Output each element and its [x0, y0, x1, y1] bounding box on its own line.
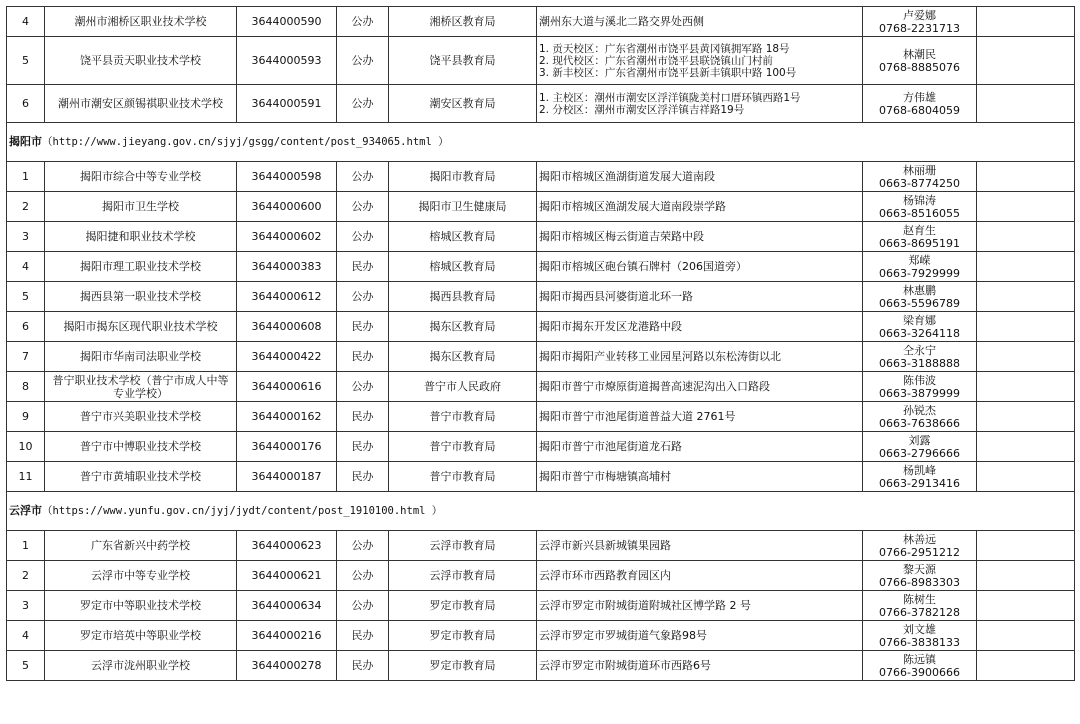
address-line: 2. 现代校区：广东省潮州市饶平县联饶镇山门村前 — [539, 54, 773, 67]
contact-cell — [863, 282, 977, 312]
empty-remark-cell — [977, 192, 1075, 222]
school-name-cell — [45, 432, 237, 462]
empty-remark-cell — [977, 621, 1075, 651]
school-code-cell: 3644000608 — [237, 312, 337, 342]
school-name-cell — [45, 402, 237, 432]
contact-phone: 0663-7638666 — [879, 416, 960, 430]
school-type-cell: 公办 — [337, 372, 389, 402]
school-name-line: 揭阳市揭东区现代职业技术学校 — [63, 320, 218, 333]
row-number-cell: 5 — [7, 37, 45, 85]
contact-name: 刘露 — [908, 433, 931, 447]
school-code-cell: 3644000593 — [237, 37, 337, 85]
empty-remark-cell — [977, 222, 1075, 252]
contact-cell — [863, 85, 977, 123]
row-number-cell: 1 — [7, 531, 45, 561]
contact-cell — [863, 372, 977, 402]
table-row — [7, 7, 1075, 37]
school-code-cell: 3644000612 — [237, 282, 337, 312]
contact-name: 陈树生 — [903, 592, 936, 606]
contact-cell — [863, 432, 977, 462]
contact-phone: 0663-8516055 — [879, 206, 960, 220]
contact-cell — [863, 651, 977, 681]
empty-remark-cell — [977, 462, 1075, 492]
address-cell — [537, 162, 863, 192]
school-type-cell: 公办 — [337, 85, 389, 123]
school-name-line: 广东省新兴中药学校 — [91, 539, 190, 552]
address-cell — [537, 192, 863, 222]
authority-cell: 罗定市教育局 — [389, 651, 537, 681]
section-header-cell — [7, 123, 1075, 162]
authority-cell: 云浮市教育局 — [389, 531, 537, 561]
address-cell — [537, 222, 863, 252]
row-number-cell: 5 — [7, 282, 45, 312]
empty-remark-cell — [977, 651, 1075, 681]
school-name-line: 饶平县贡天职业技术学校 — [80, 54, 201, 67]
school-name-line: 普宁职业技术学校（普宁市成人中等 — [52, 373, 229, 387]
school-name-line: 潮州市湘桥区职业技术学校 — [74, 15, 207, 28]
section-city-label: 云浮市 — [9, 504, 42, 517]
address-line: 揭阳市揭西县河婆街道北环一路 — [539, 290, 693, 303]
address-line: 揭阳市揭东开发区龙港路中段 — [539, 320, 682, 333]
school-type-cell: 公办 — [337, 162, 389, 192]
row-number-cell: 6 — [7, 312, 45, 342]
contact-cell — [863, 312, 977, 342]
school-name-cell — [45, 85, 237, 123]
school-type-cell: 公办 — [337, 591, 389, 621]
school-type-cell: 民办 — [337, 432, 389, 462]
table-row — [7, 85, 1075, 123]
contact-name: 梁育娜 — [903, 313, 936, 327]
address-cell — [537, 312, 863, 342]
school-name-line: 揭阳捷和职业技术学校 — [85, 230, 196, 243]
authority-cell: 普宁市教育局 — [389, 402, 537, 432]
authority-cell: 云浮市教育局 — [389, 561, 537, 591]
contact-phone: 0663-2913416 — [879, 476, 960, 490]
school-name-cell — [45, 192, 237, 222]
school-name-line: 潮州市潮安区颜锡祺职业技术学校 — [58, 97, 223, 110]
address-cell — [537, 85, 863, 123]
table-body — [7, 7, 1075, 681]
contact-phone: 0663-8695191 — [879, 236, 960, 250]
contact-name: 林潮民 — [903, 47, 936, 61]
address-cell — [537, 282, 863, 312]
address-cell — [537, 462, 863, 492]
school-name-cell — [45, 282, 237, 312]
contact-cell — [863, 37, 977, 85]
school-type-cell: 公办 — [337, 282, 389, 312]
table-row — [7, 342, 1075, 372]
school-name-line: 揭阳市卫生学校 — [102, 200, 179, 213]
address-cell — [537, 37, 863, 85]
contact-phone: 0766-2951212 — [879, 545, 960, 559]
address-line: 云浮市新兴县新城镇果园路 — [539, 539, 671, 552]
row-number-cell: 4 — [7, 621, 45, 651]
empty-remark-cell — [977, 402, 1075, 432]
contact-phone: 0663-2796666 — [879, 446, 960, 460]
authority-cell: 普宁市教育局 — [389, 432, 537, 462]
empty-remark-cell — [977, 252, 1075, 282]
address-line: 揭阳市普宁市池尾街道普益大道 2761号 — [539, 410, 736, 423]
school-name-cell — [45, 162, 237, 192]
row-number-cell: 2 — [7, 192, 45, 222]
address-line: 揭阳市揭阳产业转移工业园星河路以东松涛街以北 — [539, 350, 781, 363]
table-row — [7, 282, 1075, 312]
contact-phone: 0663-7929999 — [879, 266, 960, 280]
section-header-cell — [7, 492, 1075, 531]
address-line: 揭阳市榕城区渔湖发展大道南段崇学路 — [539, 200, 726, 213]
table-row — [7, 372, 1075, 402]
contact-name: 方伟雄 — [903, 90, 936, 104]
school-code-cell: 3644000591 — [237, 85, 337, 123]
section-header-row — [7, 123, 1075, 162]
address-cell — [537, 621, 863, 651]
address-line: 云浮市环市西路教育园区内 — [539, 569, 671, 582]
school-name-cell — [45, 531, 237, 561]
table-row — [7, 561, 1075, 591]
contact-name: 林惠鹏 — [903, 283, 936, 297]
school-name-line: 专业学校） — [113, 386, 168, 400]
school-name-line: 揭西县第一职业技术学校 — [80, 290, 201, 303]
school-type-cell: 民办 — [337, 651, 389, 681]
school-name-cell — [45, 621, 237, 651]
address-line: 揭阳市榕城区梅云街道吉荣路中段 — [539, 230, 704, 243]
authority-cell: 普宁市人民政府 — [389, 372, 537, 402]
empty-remark-cell — [977, 342, 1075, 372]
contact-phone: 0766-8983303 — [879, 575, 960, 589]
school-code-cell: 3644000598 — [237, 162, 337, 192]
row-number-cell: 2 — [7, 561, 45, 591]
address-line: 揭阳市普宁市燎原街道揭普高速泥沟出入口路段 — [539, 380, 770, 393]
school-name-cell — [45, 37, 237, 85]
contact-cell — [863, 561, 977, 591]
address-line: 揭阳市普宁市梅塘镇高埔村 — [539, 470, 671, 483]
authority-cell: 榕城区教育局 — [389, 222, 537, 252]
school-name-cell — [45, 372, 237, 402]
school-type-cell: 民办 — [337, 342, 389, 372]
school-list-table — [6, 6, 1075, 681]
contact-name: 陈伟波 — [903, 373, 936, 387]
authority-cell: 揭阳市教育局 — [389, 162, 537, 192]
table-row — [7, 252, 1075, 282]
school-name-cell — [45, 7, 237, 37]
table-row — [7, 432, 1075, 462]
school-code-cell: 3644000162 — [237, 402, 337, 432]
address-cell — [537, 402, 863, 432]
school-name-line: 云浮市泷州职业学校 — [91, 659, 190, 672]
row-number-cell: 9 — [7, 402, 45, 432]
school-name-line: 云浮市中等专业学校 — [91, 569, 190, 582]
address-cell — [537, 372, 863, 402]
contact-cell — [863, 462, 977, 492]
row-number-cell: 3 — [7, 591, 45, 621]
school-name-line: 揭阳市综合中等专业学校 — [80, 170, 201, 183]
table-row — [7, 621, 1075, 651]
empty-remark-cell — [977, 85, 1075, 123]
address-cell — [537, 531, 863, 561]
school-code-cell: 3644000600 — [237, 192, 337, 222]
empty-remark-cell — [977, 7, 1075, 37]
contact-cell — [863, 7, 977, 37]
section-source-link[interactable]: （http://www.jieyang.gov.cn/sjyj/gsgg/content/post_934065.html ） — [42, 136, 449, 148]
school-code-cell: 3644000602 — [237, 222, 337, 252]
table-row — [7, 37, 1075, 85]
contact-phone: 0768-2231713 — [879, 21, 960, 35]
contact-name: 郑嵘 — [908, 253, 931, 267]
school-name-line: 罗定市培英中等职业学校 — [80, 629, 201, 642]
contact-cell — [863, 621, 977, 651]
school-code-cell: 3644000634 — [237, 591, 337, 621]
address-line: 云浮市罗定市罗城街道气象路98号 — [539, 629, 707, 642]
empty-remark-cell — [977, 282, 1075, 312]
school-code-cell: 3644000621 — [237, 561, 337, 591]
address-line: 2. 分校区：潮州市潮安区浮洋镇吉祥路19号 — [539, 103, 745, 116]
contact-phone: 0663-3879999 — [879, 386, 960, 400]
contact-name: 陈远镇 — [903, 652, 936, 666]
authority-cell: 饶平县教育局 — [389, 37, 537, 85]
row-number-cell: 10 — [7, 432, 45, 462]
contact-cell — [863, 591, 977, 621]
school-type-cell: 民办 — [337, 252, 389, 282]
contact-phone: 0663-5596789 — [879, 296, 960, 310]
school-type-cell: 公办 — [337, 192, 389, 222]
school-type-cell: 公办 — [337, 561, 389, 591]
contact-cell — [863, 342, 977, 372]
contact-cell — [863, 222, 977, 252]
contact-name: 赵育生 — [903, 223, 936, 237]
row-number-cell: 4 — [7, 7, 45, 37]
contact-phone: 0663-3264118 — [879, 326, 960, 340]
section-city-label: 揭阳市 — [9, 135, 42, 148]
authority-cell: 普宁市教育局 — [389, 462, 537, 492]
address-line: 云浮市罗定市附城街道附城社区博学路 2 号 — [539, 599, 751, 612]
contact-name: 林善远 — [903, 532, 936, 546]
table-row — [7, 531, 1075, 561]
section-header-row — [7, 492, 1075, 531]
contact-name: 林丽珊 — [903, 163, 936, 177]
address-line: 3. 新丰校区：广东省潮州市饶平县新丰镇职中路 100号 — [539, 66, 797, 79]
contact-phone: 0663-8774250 — [879, 176, 960, 190]
table-row — [7, 312, 1075, 342]
address-cell — [537, 7, 863, 37]
row-number-cell: 4 — [7, 252, 45, 282]
authority-cell: 榕城区教育局 — [389, 252, 537, 282]
contact-cell — [863, 531, 977, 561]
row-number-cell: 8 — [7, 372, 45, 402]
contact-name: 孙锐杰 — [903, 403, 936, 417]
row-number-cell: 5 — [7, 651, 45, 681]
school-code-cell: 3644000176 — [237, 432, 337, 462]
empty-remark-cell — [977, 37, 1075, 85]
row-number-cell: 7 — [7, 342, 45, 372]
row-number-cell: 11 — [7, 462, 45, 492]
authority-cell: 潮安区教育局 — [389, 85, 537, 123]
table-row — [7, 162, 1075, 192]
contact-cell — [863, 252, 977, 282]
school-name-line: 罗定市中等职业技术学校 — [80, 599, 201, 612]
address-cell — [537, 342, 863, 372]
contact-name: 仝永宁 — [903, 343, 936, 357]
address-cell — [537, 432, 863, 462]
school-name-line: 普宁市黄埔职业技术学校 — [80, 470, 201, 483]
address-line: 揭阳市榕城区渔湖街道发展大道南段 — [539, 170, 715, 183]
address-cell — [537, 561, 863, 591]
authority-cell: 罗定市教育局 — [389, 591, 537, 621]
school-name-cell — [45, 591, 237, 621]
section-source-link[interactable]: （https://www.yunfu.gov.cn/jyj/jydt/content/post_1910100.html ） — [42, 505, 443, 517]
contact-name: 卢爱娜 — [903, 8, 936, 22]
empty-remark-cell — [977, 561, 1075, 591]
contact-phone: 0768-8885076 — [879, 60, 960, 74]
address-line: 云浮市罗定市附城街道环市西路6号 — [539, 659, 711, 672]
authority-cell: 揭阳市卫生健康局 — [389, 192, 537, 222]
address-line: 1. 主校区：潮州市潮安区浮洋镇陇美村口厝环镇西路1号 — [539, 91, 801, 104]
school-name-cell — [45, 342, 237, 372]
table-row — [7, 192, 1075, 222]
empty-remark-cell — [977, 162, 1075, 192]
row-number-cell: 6 — [7, 85, 45, 123]
address-cell — [537, 252, 863, 282]
school-name-line: 揭阳市华南司法职业学校 — [80, 350, 201, 363]
row-number-cell: 1 — [7, 162, 45, 192]
table-row — [7, 402, 1075, 432]
school-code-cell: 3644000383 — [237, 252, 337, 282]
table-row — [7, 651, 1075, 681]
school-name-line: 普宁市中博职业技术学校 — [80, 440, 201, 453]
contact-name: 杨锦涛 — [903, 193, 936, 207]
school-type-cell: 民办 — [337, 462, 389, 492]
address-line: 揭阳市普宁市池尾街道龙石路 — [539, 440, 682, 453]
contact-name: 杨凯峰 — [903, 463, 936, 477]
school-code-cell: 3644000216 — [237, 621, 337, 651]
empty-remark-cell — [977, 312, 1075, 342]
contact-cell — [863, 402, 977, 432]
school-code-cell: 3644000616 — [237, 372, 337, 402]
empty-remark-cell — [977, 591, 1075, 621]
school-name-cell — [45, 222, 237, 252]
contact-phone: 0766-3900666 — [879, 665, 960, 679]
address-cell — [537, 651, 863, 681]
contact-name: 刘文雄 — [903, 622, 936, 636]
school-type-cell: 民办 — [337, 312, 389, 342]
authority-cell: 揭西县教育局 — [389, 282, 537, 312]
school-name-cell — [45, 312, 237, 342]
school-type-cell: 公办 — [337, 37, 389, 85]
school-name-line: 揭阳市理工职业技术学校 — [80, 260, 201, 273]
school-type-cell: 公办 — [337, 222, 389, 252]
school-code-cell: 3644000623 — [237, 531, 337, 561]
contact-cell — [863, 192, 977, 222]
table-row — [7, 222, 1075, 252]
empty-remark-cell — [977, 432, 1075, 462]
contact-cell — [863, 162, 977, 192]
authority-cell: 湘桥区教育局 — [389, 7, 537, 37]
school-code-cell: 3644000187 — [237, 462, 337, 492]
contact-phone: 0768-6804059 — [879, 103, 960, 117]
contact-phone: 0663-3188888 — [879, 356, 960, 370]
address-line: 揭阳市榕城区砲台镇石牌村（206国道旁） — [539, 260, 747, 273]
contact-phone: 0766-3782128 — [879, 605, 960, 619]
school-name-cell — [45, 252, 237, 282]
school-code-cell: 3644000422 — [237, 342, 337, 372]
table-row — [7, 591, 1075, 621]
empty-remark-cell — [977, 372, 1075, 402]
school-code-cell: 3644000590 — [237, 7, 337, 37]
empty-remark-cell — [977, 531, 1075, 561]
school-type-cell: 公办 — [337, 531, 389, 561]
address-cell — [537, 591, 863, 621]
school-type-cell: 民办 — [337, 402, 389, 432]
contact-name: 黎天源 — [903, 562, 936, 576]
school-name-line: 普宁市兴美职业技术学校 — [80, 410, 201, 423]
authority-cell: 揭东区教育局 — [389, 312, 537, 342]
school-name-cell — [45, 561, 237, 591]
school-name-cell — [45, 462, 237, 492]
contact-phone: 0766-3838133 — [879, 635, 960, 649]
authority-cell: 罗定市教育局 — [389, 621, 537, 651]
school-name-cell — [45, 651, 237, 681]
school-type-cell: 民办 — [337, 621, 389, 651]
table-row — [7, 462, 1075, 492]
school-type-cell: 公办 — [337, 7, 389, 37]
school-code-cell: 3644000278 — [237, 651, 337, 681]
row-number-cell: 3 — [7, 222, 45, 252]
address-line: 1. 贡天校区：广东省潮州市饶平县黄冈镇拥军路 18号 — [539, 42, 790, 55]
address-line: 潮州东大道与溪北二路交界处西侧 — [539, 15, 704, 28]
authority-cell: 揭东区教育局 — [389, 342, 537, 372]
